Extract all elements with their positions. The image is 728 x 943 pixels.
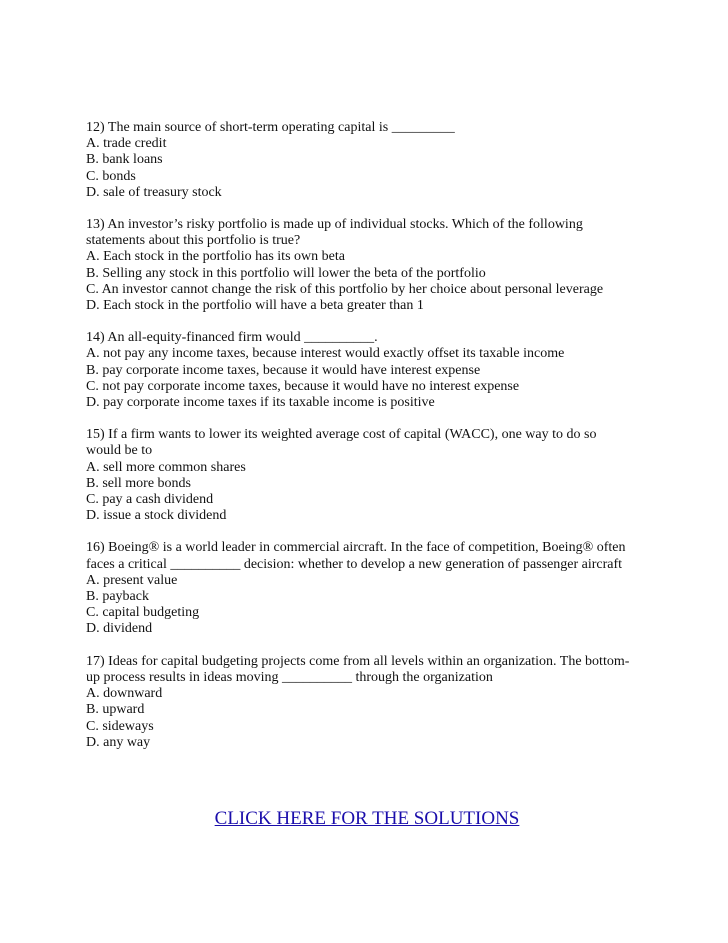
- answer-option-a: A. Each stock in the portfolio has its own beta: [86, 249, 345, 265]
- question-12: [86, 120, 706, 201]
- answer-option-d: D. issue a stock dividend: [86, 508, 227, 524]
- answer-option-a: A. present value: [86, 572, 178, 588]
- answer-option-b: B. Selling any stock in this portfolio will lower the beta of the portfolio: [86, 265, 486, 281]
- question-prompt-continued: statements about this portfolio is true?: [86, 233, 301, 249]
- answer-option-d: D. pay corporate income taxes if its taxable income is positive: [86, 395, 435, 411]
- question-17: [86, 654, 706, 751]
- answer-option-c: C. not pay corporate income taxes, because it would have no interest expense: [86, 378, 520, 394]
- question-15: [86, 427, 706, 524]
- question-prompt-continued: would be to: [86, 443, 153, 459]
- question-prompt: 17) Ideas for capital budgeting projects come from all levels within an organization. The bottom-: [86, 653, 630, 669]
- question-16: [86, 540, 706, 637]
- answer-option-c: C. sideways: [86, 718, 154, 734]
- answer-option-b: B. bank loans: [86, 152, 163, 168]
- answer-option-a: A. sell more common shares: [86, 459, 246, 475]
- answer-option-b: B. pay corporate income taxes, because it would have interest expense: [86, 362, 481, 378]
- question-prompt: 14) An all-equity-financed firm would __________.: [86, 330, 378, 346]
- answer-option-a: A. downward: [86, 686, 163, 702]
- question-prompt: 16) Boeing® is a world leader in commercial aircraft. In the face of competition, Boeing® often: [86, 540, 626, 556]
- answer-option-d: D. sale of treasury stock: [86, 184, 222, 200]
- question-prompt-continued: up process results in ideas moving __________ through the organization: [86, 669, 493, 685]
- answer-option-d: D. dividend: [86, 621, 153, 637]
- solutions-link[interactable]: CLICK HERE FOR THE SOLUTIONS: [214, 808, 520, 829]
- answer-option-c: C. pay a cash dividend: [86, 492, 214, 508]
- answer-option-b: B. payback: [86, 589, 149, 605]
- answer-option-c: C. capital budgeting: [86, 605, 200, 621]
- answer-option-a: A. not pay any income taxes, because interest would exactly offset its taxable income: [86, 346, 565, 362]
- question-13: [86, 217, 706, 314]
- question-list: [86, 120, 706, 767]
- question-prompt-continued: faces a critical __________ decision: whether to develop a new generation of passenger aircraft: [86, 556, 623, 572]
- question-14: [86, 330, 706, 411]
- answer-option-d: D. Each stock in the portfolio will have a beta greater than 1: [86, 298, 424, 314]
- answer-option-b: B. upward: [86, 702, 145, 718]
- answer-option-c: C. An investor cannot change the risk of this portfolio by her choice about personal leverage: [86, 281, 604, 297]
- question-prompt: 15) If a firm wants to lower its weighted average cost of capital (WACC), one way to do so: [86, 427, 597, 443]
- solutions-link-container: [0, 808, 728, 830]
- question-prompt: 12) The main source of short-term operating capital is _________: [86, 120, 455, 135]
- answer-option-d: D. any way: [86, 734, 151, 750]
- answer-option-b: B. sell more bonds: [86, 475, 191, 491]
- answer-option-c: C. bonds: [86, 168, 136, 184]
- question-prompt: 13) An investor’s risky portfolio is made up of individual stocks. Which of the following: [86, 217, 583, 233]
- answer-option-a: A. trade credit: [86, 136, 167, 152]
